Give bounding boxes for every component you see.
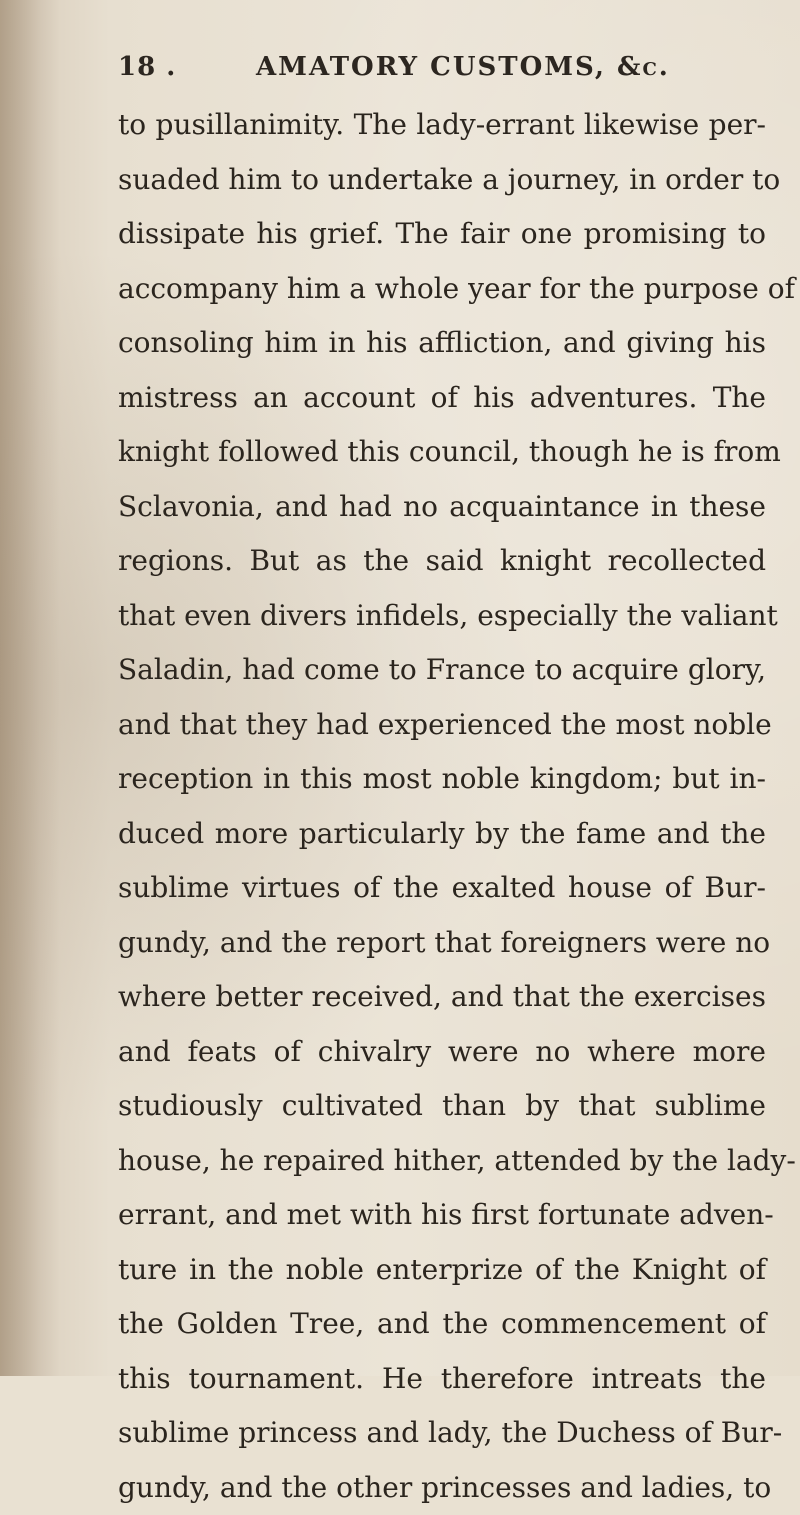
text-line: studiously cultivated than by that sublime <box>118 1079 766 1134</box>
body-text <box>118 98 766 1515</box>
text-line: sublime virtues of the exalted house of Bur- <box>118 861 766 916</box>
text-line: gundy, and the report that foreigners were no <box>118 916 766 971</box>
text-line: Saladin, had come to France to acquire glory, <box>118 643 766 698</box>
page-number: 18 . <box>118 52 176 82</box>
text-line: and that they had experienced the most noble <box>118 698 766 753</box>
text-line: mistress an account of his adventures. The <box>118 371 766 426</box>
text-line: house, he repaired hither, attended by the lady- <box>118 1134 766 1189</box>
text-line: dissipate his grief. The fair one promising to <box>118 207 766 262</box>
text-line: the Golden Tree, and the commencement of <box>118 1297 766 1352</box>
text-line: sublime princess and lady, the Duchess of Bur- <box>118 1406 766 1461</box>
running-title: AMATORY CUSTOMS, &c. <box>256 52 670 82</box>
text-line: ture in the noble enterprize of the Knight of <box>118 1243 766 1298</box>
text-line: and feats of chivalry were no where more <box>118 1025 766 1080</box>
text-line: to pusillanimity. The lady-errant likewise per- <box>118 98 766 153</box>
text-line: duced more particularly by the fame and the <box>118 807 766 862</box>
text-line: this tournament. He therefore intreats the <box>118 1352 766 1407</box>
text-line: errant, and met with his first fortunate adven- <box>118 1188 766 1243</box>
text-line: where better received, and that the exercises <box>118 970 766 1025</box>
text-line: accompany him a whole year for the purpose of <box>118 262 766 317</box>
text-line: knight followed this council, though he is from <box>118 425 766 480</box>
text-line: gundy, and the other princesses and ladies, to <box>118 1461 766 1515</box>
text-line: suaded him to undertake a journey, in order to <box>118 153 766 208</box>
text-line: reception in this most noble kingdom; but in- <box>118 752 766 807</box>
text-line: Sclavonia, and had no acquaintance in these <box>118 480 766 535</box>
text-line: that even divers infidels, especially the valiant <box>118 589 766 644</box>
text-line: consoling him in his affliction, and giving his <box>118 316 766 371</box>
page-gutter-shadow <box>0 0 60 1376</box>
page-header <box>118 52 758 92</box>
text-line: regions. But as the said knight recollected <box>118 534 766 589</box>
